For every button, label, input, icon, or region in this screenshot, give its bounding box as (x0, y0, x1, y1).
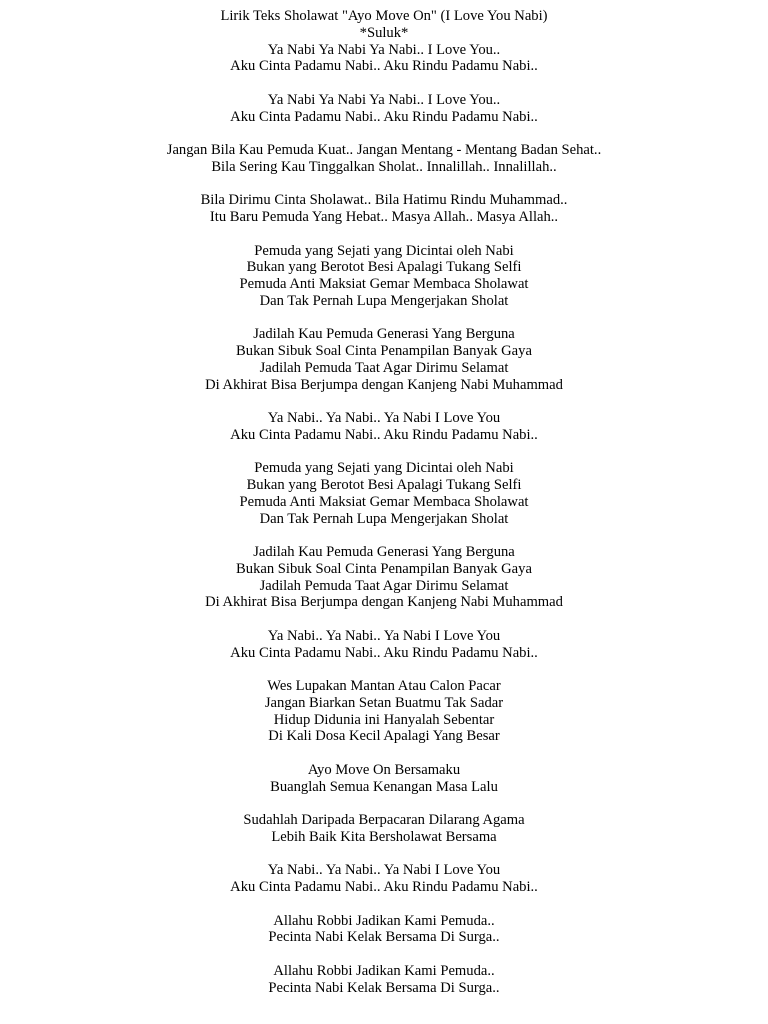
lyric-line: Jadilah Kau Pemuda Generasi Yang Berguna (253, 544, 515, 560)
lyric-line: Jadilah Kau Pemuda Generasi Yang Berguna (253, 326, 515, 343)
lyric-line: Ayo Move On Bersamaku (307, 761, 461, 778)
lyric-line: Pecinta Nabi Kelak Bersama Di Surga.. (268, 979, 500, 996)
lyric-line: Bukan Sibuk Soal Cinta Penampilan Banyak Gaya (236, 343, 532, 359)
lyric-line: Itu Baru Pemuda Yang Hebat.. Masya Allah.. Masya Allah.. (209, 209, 559, 225)
lyric-line: Di Kali Dosa Kecil Apalagi Yang Besar (268, 728, 500, 745)
lyric-line: Aku Cinta Padamu Nabi.. Aku Rindu Padamu Nabi.. (230, 58, 538, 75)
stanza-spacer (0, 310, 768, 327)
lyric-stanza (0, 963, 768, 997)
stanza-spacer (0, 896, 768, 913)
lyric-line: Pemuda Anti Maksiat Gemar Membaca Sholawat (239, 493, 529, 510)
lyric-line: Jadilah Pemuda Taat Agar Dirimu Selamat (259, 359, 509, 376)
lyric-line: Pecinta Nabi Kelak Bersama Di Surga.. (268, 929, 500, 946)
stanza-spacer (0, 661, 768, 678)
lyric-stanza (0, 192, 768, 226)
lyric-stanza (0, 326, 768, 393)
lyric-line: Jangan Biarkan Setan Buatmu Tak Sadar (264, 694, 504, 711)
lyric-line: Bukan yang Berotot Besi Apalagi Tukang Selfi (246, 477, 522, 493)
stanza-spacer (0, 226, 768, 243)
stanza-spacer (0, 795, 768, 812)
lyric-stanza (0, 812, 768, 846)
lyric-line: Dan Tak Pernah Lupa Mengerjakan Sholat (259, 510, 509, 527)
lyric-line: Di Akhirat Bisa Berjumpa dengan Kanjeng Nabi Muhammad (205, 594, 563, 611)
stanza-spacer (0, 527, 768, 544)
lyric-stanza (0, 142, 768, 176)
stanza-spacer (0, 393, 768, 410)
stanza-spacer (0, 444, 768, 461)
lyric-line: Lebih Baik Kita Bersholawat Bersama (271, 828, 497, 845)
stanza-spacer (0, 611, 768, 628)
stanza-spacer (0, 125, 768, 142)
lyric-line: Aku Cinta Padamu Nabi.. Aku Rindu Padamu Nabi.. (230, 879, 538, 895)
lyric-stanza (0, 628, 768, 662)
lyric-stanza (0, 544, 768, 611)
lyric-line: Dan Tak Pernah Lupa Mengerjakan Sholat (259, 292, 509, 309)
lyric-stanza (0, 913, 768, 947)
lyric-stanza (0, 678, 768, 745)
document-header (0, 0, 768, 42)
lyric-line: Buanglah Semua Kenangan Masa Lalu (270, 778, 498, 795)
lyric-line: Ya Nabi Ya Nabi Ya Nabi.. I Love You.. (267, 91, 501, 108)
lyric-line: Allahu Robbi Jadikan Kami Pemuda.. (273, 962, 495, 979)
lyric-line: Allahu Robbi Jadikan Kami Pemuda.. (273, 912, 495, 929)
lyric-stanza (0, 410, 768, 444)
lyric-line: Jangan Bila Kau Pemuda Kuat.. Jangan Mentang - Mentang Badan Sehat.. (166, 142, 602, 158)
lyric-line: Ya Nabi.. Ya Nabi.. Ya Nabi I Love You (267, 862, 501, 879)
lyric-line: Bila Sering Kau Tinggalkan Sholat.. Innalillah.. Innalillah.. (211, 158, 557, 175)
stanza-spacer (0, 176, 768, 193)
lyric-line: Aku Cinta Padamu Nabi.. Aku Rindu Padamu Nabi.. (230, 644, 538, 661)
lyric-stanza (0, 460, 768, 527)
document-title: Lirik Teks Sholawat "Ayo Move On" (I Love You Nabi) (220, 8, 548, 24)
stanza-spacer (0, 846, 768, 863)
lyric-line: Bukan yang Berotot Besi Apalagi Tukang Selfi (246, 259, 522, 276)
lyric-line: Bila Dirimu Cinta Sholawat.. Bila Hatimu Rindu Muhammad.. (200, 192, 568, 209)
lyric-stanza (0, 42, 768, 76)
lyric-line: Aku Cinta Padamu Nabi.. Aku Rindu Padamu Nabi.. (230, 108, 538, 125)
lyric-line: Ya Nabi.. Ya Nabi.. Ya Nabi I Love You (267, 410, 501, 426)
lyric-line: Pemuda Anti Maksiat Gemar Membaca Sholawat (239, 276, 529, 292)
stanza-spacer (0, 745, 768, 762)
lyrics-body (0, 42, 768, 997)
lyric-stanza (0, 92, 768, 126)
stanza-spacer (0, 946, 768, 963)
lyric-line: Wes Lupakan Mantan Atau Calon Pacar (267, 678, 501, 694)
lyric-stanza (0, 762, 768, 796)
lyric-line: Pemuda yang Sejati yang Dicintai oleh Nabi (254, 460, 514, 477)
lyric-line: Aku Cinta Padamu Nabi.. Aku Rindu Padamu Nabi.. (230, 426, 538, 443)
lyric-line: Di Akhirat Bisa Berjumpa dengan Kanjeng Nabi Muhammad (205, 376, 563, 393)
lyric-line: Sudahlah Daripada Berpacaran Dilarang Agama (243, 812, 525, 828)
section-label: *Suluk* (359, 24, 409, 41)
lyric-stanza (0, 862, 768, 896)
lyric-line: Jadilah Pemuda Taat Agar Dirimu Selamat (259, 577, 509, 594)
stanza-spacer (0, 75, 768, 92)
lyric-line: Pemuda yang Sejati yang Dicintai oleh Nabi (254, 242, 514, 259)
lyric-line: Bukan Sibuk Soal Cinta Penampilan Banyak Gaya (236, 560, 532, 577)
lyric-line: Ya Nabi Ya Nabi Ya Nabi.. I Love You.. (267, 41, 501, 58)
lyric-stanza (0, 243, 768, 310)
lyric-line: Hidup Didunia ini Hanyalah Sebentar (273, 711, 495, 728)
lyric-line: Ya Nabi.. Ya Nabi.. Ya Nabi I Love You (267, 627, 501, 644)
